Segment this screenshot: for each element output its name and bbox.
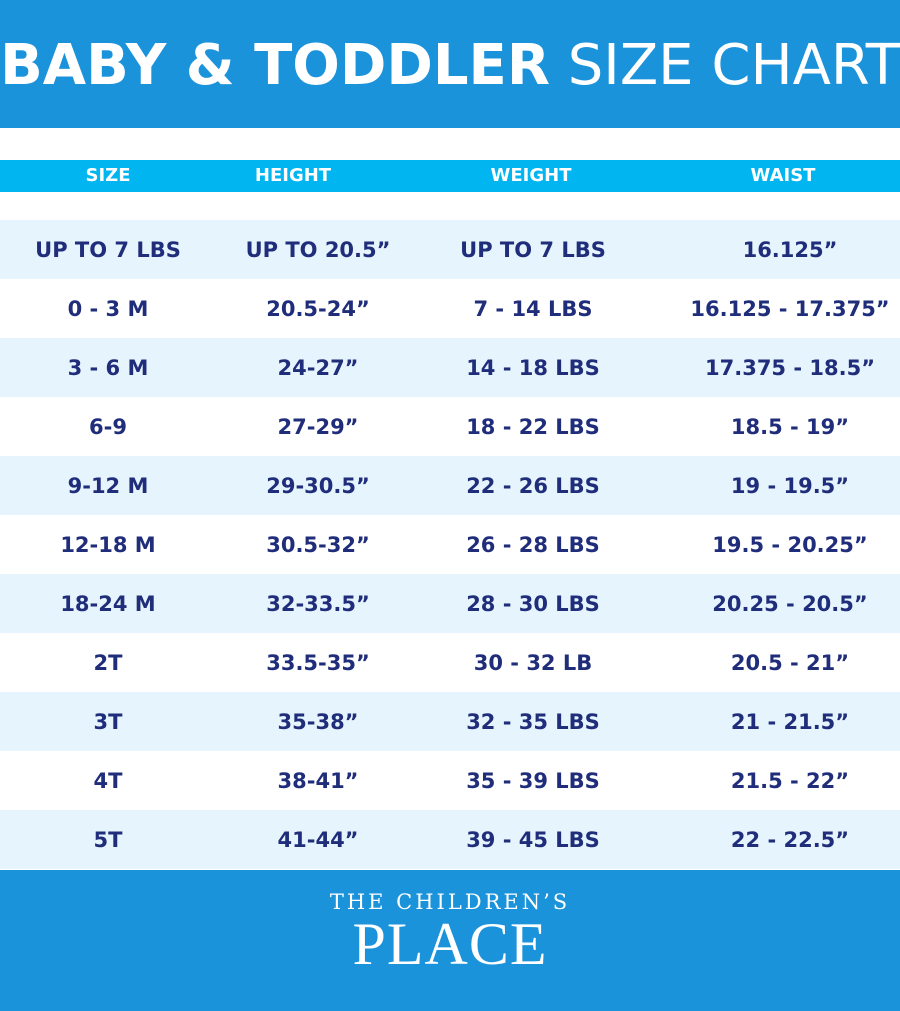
cell-height: 35-38” [277,710,359,734]
brand-logo-main: PLACE [352,911,548,977]
cell-height: 24-27” [277,356,359,380]
cell-waist: 18.5 - 19” [730,415,850,439]
table-row [0,574,900,633]
table-row [0,751,900,810]
cell-height: 30.5-32” [266,533,370,557]
cell-size: 6-9 [89,415,127,439]
table-row [0,397,900,456]
table-row [0,633,900,692]
cell-waist: 16.125” [742,238,838,262]
cell-waist: 20.5 - 21” [730,651,850,675]
cell-weight: 30 - 32 LB [473,651,593,675]
cell-waist: 17.375 - 18.5” [705,356,875,380]
cell-size: 3T [93,710,123,734]
table-row [0,220,900,279]
cell-weight: 22 - 26 LBS [466,474,600,498]
table-row [0,279,900,338]
page-title [0,33,900,98]
cell-size: UP TO 7 LBS [35,238,181,262]
cell-waist: 20.25 - 20.5” [712,592,868,616]
column-header-height: HEIGHT [254,165,332,186]
cell-size: 9-12 M [67,474,149,498]
cell-size: 0 - 3 M [67,297,149,321]
cell-size: 4T [93,769,123,793]
cell-height: 32-33.5” [266,592,370,616]
spacer-mid [0,192,900,220]
table-row [0,338,900,397]
cell-waist: 19 - 19.5” [730,474,850,498]
cell-height: 29-30.5” [266,474,370,498]
column-header-weight: WEIGHT [490,165,572,186]
column-header-size: SIZE [85,165,131,186]
cell-size: 2T [93,651,123,675]
cell-weight: 28 - 30 LBS [466,592,600,616]
cell-weight: 14 - 18 LBS [466,356,600,380]
size-table-body [0,220,900,869]
cell-height: UP TO 20.5” [245,238,391,262]
cell-height: 20.5-24” [266,297,370,321]
table-header [0,160,900,192]
title-light-part: SIZE CHART [567,33,900,98]
cell-weight: 7 - 14 LBS [473,297,593,321]
cell-waist: 22 - 22.5” [730,828,850,852]
cell-size: 5T [93,828,123,852]
cell-height: 41-44” [277,828,359,852]
cell-height: 27-29” [277,415,359,439]
cell-waist: 21 - 21.5” [730,710,850,734]
cell-waist: 21.5 - 22” [730,769,850,793]
footer-banner [0,870,900,1011]
cell-height: 38-41” [277,769,359,793]
title-bold-part: BABY & TODDLER [0,33,550,98]
cell-size: 3 - 6 M [67,356,149,380]
cell-weight: 39 - 45 LBS [466,828,600,852]
title-banner [0,0,900,128]
cell-weight: 18 - 22 LBS [466,415,600,439]
cell-size: 12-18 M [60,533,156,557]
cell-weight: 26 - 28 LBS [466,533,600,557]
cell-weight: 32 - 35 LBS [466,710,600,734]
brand-logo-top: THE CHILDREN’S [329,890,571,914]
cell-weight: 35 - 39 LBS [466,769,600,793]
column-header-waist: WAIST [750,165,816,186]
cell-waist: 19.5 - 20.25” [712,533,868,557]
table-row [0,456,900,515]
cell-size: 18-24 M [60,592,156,616]
table-row [0,810,900,869]
table-row [0,515,900,574]
cell-height: 33.5-35” [266,651,370,675]
cell-waist: 16.125 - 17.375” [690,297,890,321]
spacer-top [0,128,900,160]
table-row [0,692,900,751]
cell-weight: UP TO 7 LBS [460,238,606,262]
